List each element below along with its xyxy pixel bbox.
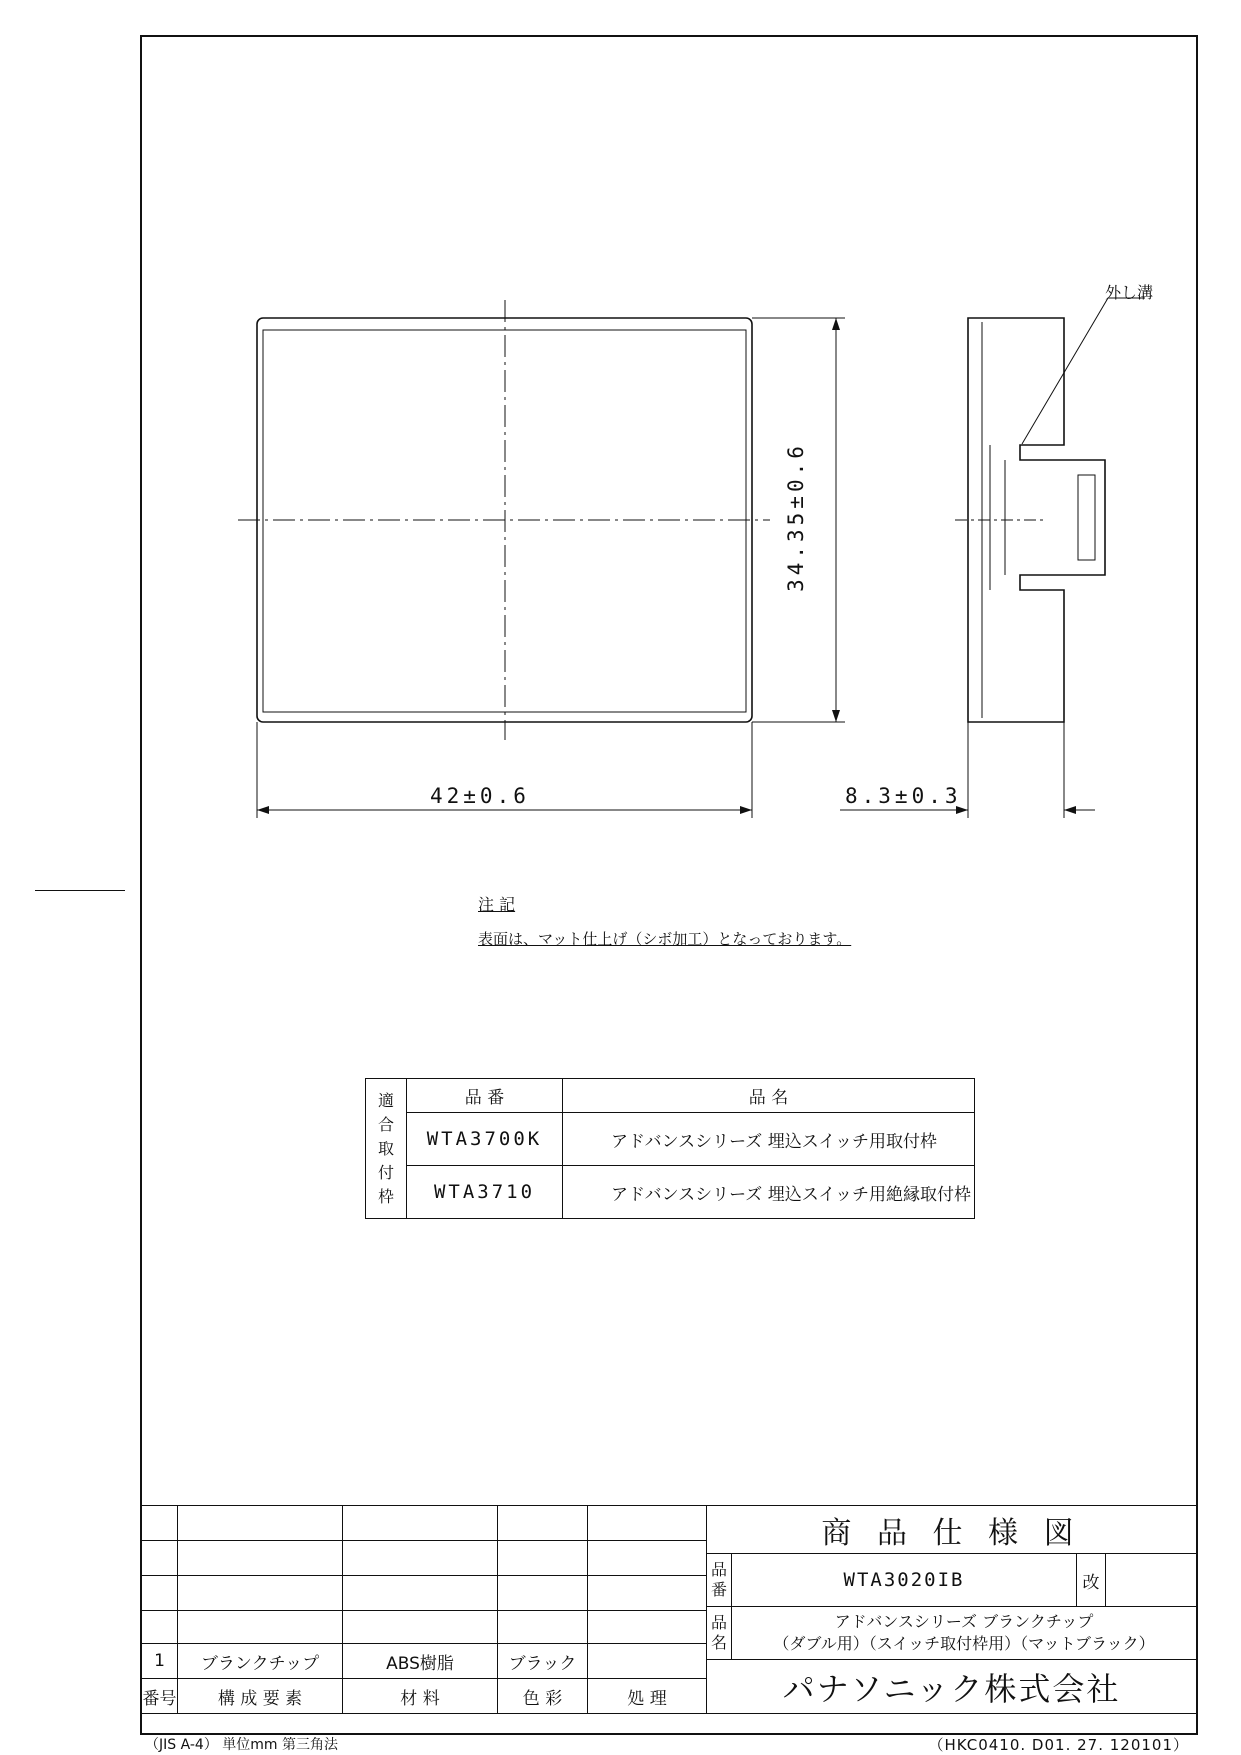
callout-label: 外し溝	[1105, 283, 1154, 302]
parts-material: ABS樹脂	[343, 1644, 498, 1679]
row-part-no: WTA3700K	[407, 1113, 563, 1166]
dim-width: 42±0.6	[430, 784, 530, 808]
product-name	[732, 1607, 1197, 1660]
company-name: パナソニック株式会社	[707, 1660, 1197, 1714]
parts-no: 1	[142, 1644, 178, 1679]
header-treatment: 処 理	[588, 1679, 707, 1714]
dim-height: 34.35±0.6	[784, 442, 808, 592]
product-name-line1: アドバンスシリーズ ブランクチップ	[834, 1612, 1094, 1631]
header-material: 材 料	[343, 1679, 498, 1714]
revision-label: 改	[1077, 1554, 1106, 1607]
name-label: 品名	[707, 1607, 732, 1660]
row-name: アドバンスシリーズ 埋込スイッチ用絶縁取付枠	[563, 1166, 975, 1219]
footer-left: （JIS A-4） 単位mm 第三角法	[145, 1737, 338, 1753]
part-no: WTA3020IB	[732, 1554, 1077, 1607]
row-name: アドバンスシリーズ 埋込スイッチ用取付枠	[563, 1113, 975, 1166]
parts-color: ブラック	[498, 1644, 588, 1679]
part-no-label: 品番	[707, 1554, 732, 1607]
header-component: 構 成 要 素	[178, 1679, 343, 1714]
row-part-no: WTA3710	[407, 1166, 563, 1219]
header-no: 番号	[142, 1679, 178, 1714]
notes-heading: 注 記	[478, 895, 516, 914]
parts-treatment	[588, 1644, 707, 1679]
title-block	[706, 1505, 1197, 1714]
notes-text: 表面は、マット仕上げ（シボ加工）となっております。	[478, 930, 852, 948]
footer-right: （HKC0410. D01. 27. 120101）	[928, 1736, 1189, 1754]
product-name-line2: （ダブル用）（スイッチ取付枠用）（マットブラック）	[773, 1634, 1155, 1653]
header-part-no: 品 番	[407, 1079, 563, 1113]
header-name: 品 名	[563, 1079, 975, 1113]
applicable-frames-table	[365, 1078, 975, 1219]
header-color: 色 彩	[498, 1679, 588, 1714]
drawing-title: 商 品 仕 様 図	[707, 1506, 1197, 1554]
parts-list-table	[141, 1505, 707, 1714]
dim-depth: 8.3±0.3	[845, 784, 962, 808]
applicable-side-label: 適合取付枠	[366, 1079, 407, 1219]
parts-component: ブランクチップ	[178, 1644, 343, 1679]
